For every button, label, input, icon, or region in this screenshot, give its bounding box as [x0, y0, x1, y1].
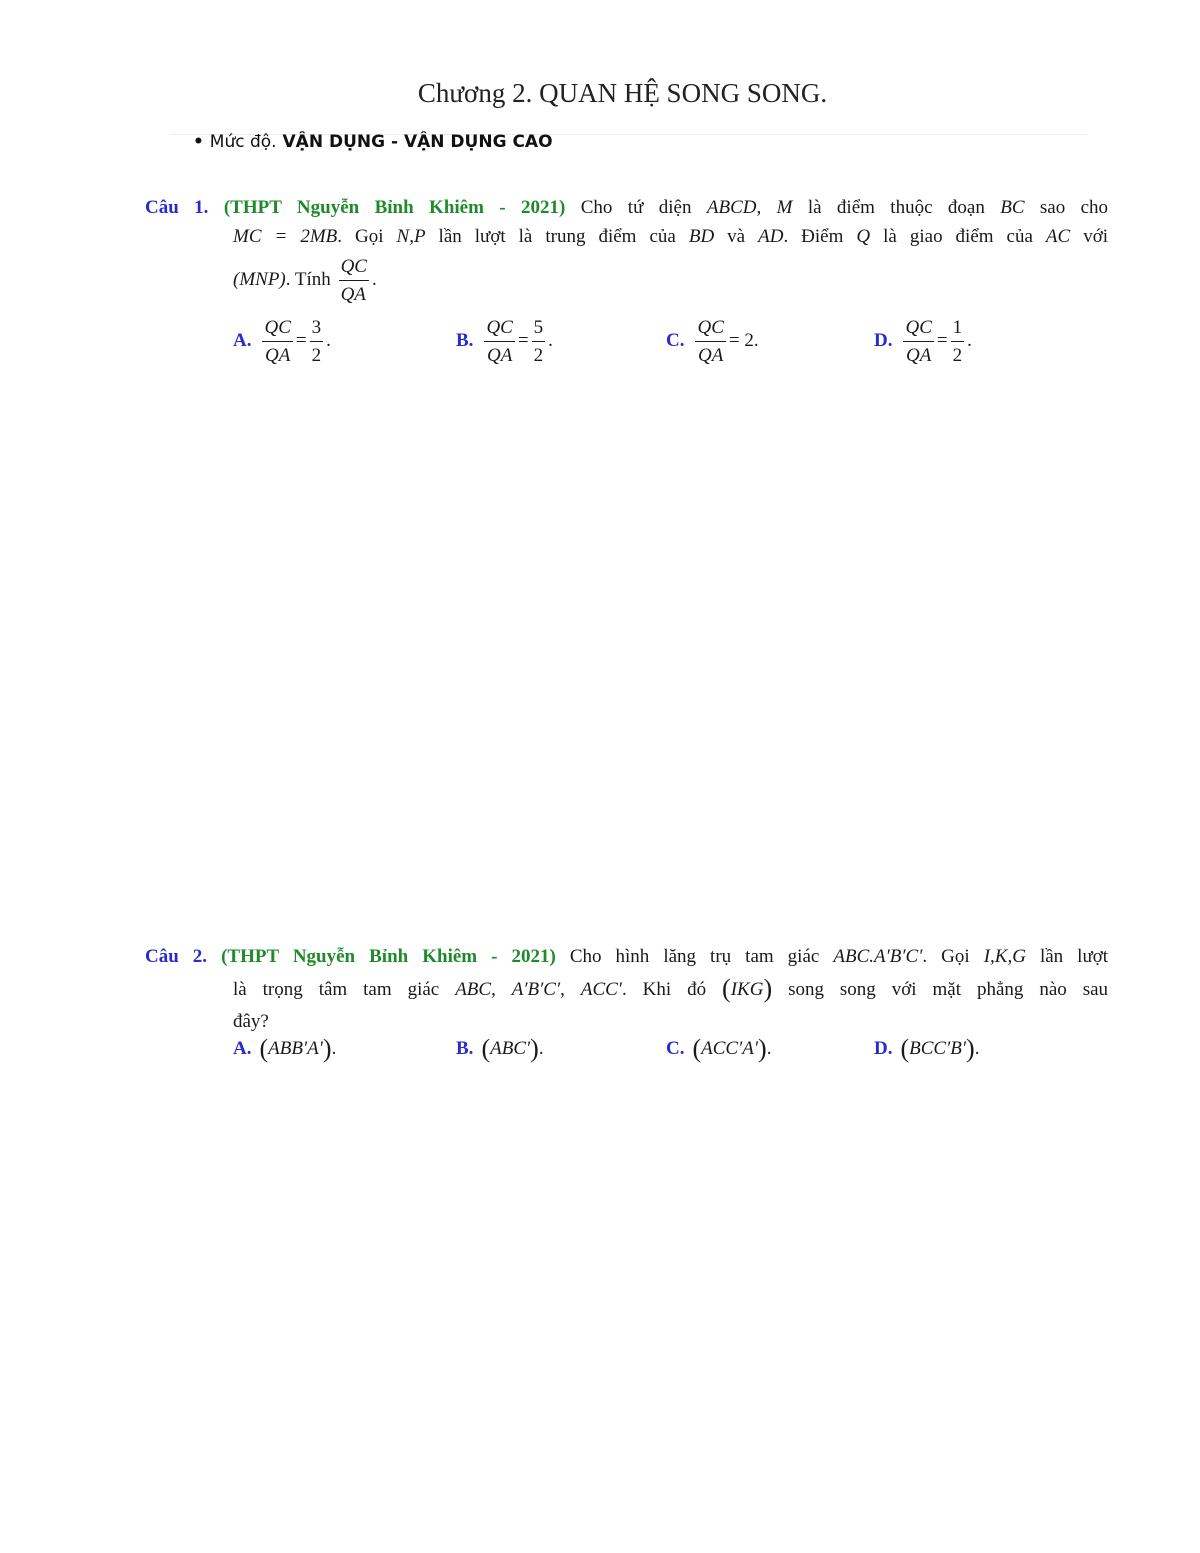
- math-expression: M: [776, 197, 793, 218]
- paren-open: (: [900, 1034, 910, 1063]
- option-end: .: [967, 330, 972, 351]
- question-text: ,: [756, 197, 762, 218]
- option-label: C.: [666, 330, 685, 351]
- question-text: lần lượt là trung điểm của: [438, 226, 676, 247]
- question-text: . Khi đó: [621, 979, 707, 1000]
- fraction: [262, 314, 292, 369]
- option-label: D.: [874, 330, 893, 351]
- fraction-denominator: QA: [906, 344, 932, 366]
- question-2-line-1: [145, 941, 1108, 973]
- math-expression: I,K,G: [983, 946, 1026, 967]
- fraction-numerator: 1: [951, 314, 965, 342]
- question-1-options: [233, 311, 1108, 371]
- fraction-numerator: QC: [903, 314, 933, 342]
- option-end: .: [766, 1038, 772, 1059]
- math-expression: BC: [1000, 197, 1025, 218]
- question-text: . Điểm: [783, 226, 844, 247]
- question-2-options: [233, 1019, 1108, 1079]
- option-label: B.: [456, 1038, 474, 1059]
- math-expression: ACC′: [580, 979, 622, 1000]
- question-text: đây?: [233, 1011, 269, 1032]
- question-text: . Tính: [285, 268, 331, 290]
- question-number: Câu 2.: [145, 946, 208, 967]
- question-text: ,: [560, 979, 565, 1000]
- question-text: .: [371, 268, 377, 290]
- chapter-title: Chương 2. QUAN HỆ SONG SONG.: [417, 78, 828, 108]
- paren-close: ): [322, 1034, 332, 1063]
- option-end: .: [548, 330, 553, 351]
- equals-sign: =: [936, 330, 948, 351]
- paren-open: (: [259, 1034, 269, 1063]
- fraction: [903, 314, 933, 369]
- question-1-line-3: [145, 253, 1108, 308]
- question-text: và: [727, 226, 746, 247]
- question-text: Cho hình lăng trụ tam giác: [569, 946, 820, 967]
- fraction-numerator: 5: [532, 314, 546, 342]
- math-expression: A′B′C′: [511, 979, 561, 1000]
- math-expression: ABC′: [490, 1038, 531, 1059]
- fraction-numerator: QC: [484, 314, 514, 342]
- math-expression: Q: [856, 226, 871, 247]
- fraction-numerator: 3: [310, 314, 324, 342]
- question-1-line-2: [145, 222, 1108, 251]
- option-label: B.: [456, 330, 474, 351]
- paren-close: ): [763, 974, 773, 1003]
- question-text: Cho tứ diện: [580, 197, 692, 218]
- difficulty-level: [193, 132, 553, 152]
- math-expression: AC: [1045, 226, 1071, 247]
- question-2-line-2: [145, 973, 1108, 1006]
- fraction-numerator: QC: [262, 314, 292, 342]
- level-value: VẬN DỤNG - VẬN DỤNG CAO: [282, 132, 553, 152]
- equals-sign: =: [517, 330, 529, 351]
- answer-option-c[interactable]: [666, 1019, 771, 1079]
- answer-option-b[interactable]: [456, 311, 553, 371]
- math-expression: AD: [758, 226, 784, 247]
- question-text: song song với mặt phẳng nào sau: [788, 979, 1109, 1000]
- fraction: [484, 314, 514, 369]
- question-text: lần lượt: [1039, 946, 1109, 967]
- question-text: là trọng tâm tam giác: [233, 979, 440, 1000]
- fraction: [532, 314, 546, 369]
- level-label: Mức độ.: [209, 132, 277, 152]
- option-end: .: [753, 330, 759, 351]
- fraction-denominator: QA: [265, 344, 291, 366]
- question-text: là điểm thuộc đoạn: [807, 197, 985, 218]
- paren-close: ): [966, 1034, 975, 1063]
- math-expression: ABCD: [706, 197, 757, 218]
- question-1-line-1: [145, 193, 1108, 222]
- fraction-denominator: 2: [952, 344, 963, 366]
- fraction-denominator: 2: [533, 344, 544, 366]
- option-label: A.: [233, 1038, 252, 1059]
- answer-option-d[interactable]: [874, 1019, 979, 1079]
- fraction-denominator: QA: [340, 284, 366, 305]
- fraction-denominator: QA: [698, 344, 724, 366]
- option-label: D.: [874, 1038, 893, 1059]
- math-expression: IKG: [730, 979, 764, 1000]
- math-expression: ABB′A′: [268, 1038, 323, 1059]
- math-expression: (MNP): [233, 268, 286, 290]
- option-label: C.: [666, 1038, 685, 1059]
- bullet-icon: •: [193, 132, 204, 152]
- fraction: [310, 314, 324, 369]
- paren-open: (: [481, 1034, 491, 1063]
- option-end: .: [538, 1038, 544, 1059]
- question-source: (THPT Nguyễn Bỉnh Khiêm - 2021): [221, 946, 556, 967]
- equals-sign: =: [295, 330, 307, 351]
- question-text: . Gọi: [337, 226, 384, 247]
- math-expression: ABC.A′B′C′: [833, 946, 923, 967]
- answer-option-b[interactable]: [456, 1019, 544, 1079]
- math-expression: ACC′A′: [701, 1038, 759, 1059]
- math-expression: BD: [688, 226, 715, 247]
- question-1: [145, 193, 1108, 308]
- equals-value: = 2: [728, 330, 754, 351]
- question-text: ,: [491, 979, 496, 1000]
- option-end: .: [331, 1038, 337, 1059]
- answer-option-c[interactable]: [666, 311, 759, 371]
- question-number: Câu 1.: [145, 197, 209, 218]
- math-expression: BCC′B′: [909, 1038, 967, 1059]
- fraction: [339, 253, 369, 308]
- fraction-numerator: QC: [339, 253, 369, 281]
- fraction-denominator: QA: [486, 344, 513, 366]
- question-text: với: [1083, 226, 1109, 247]
- paren-close: ): [530, 1034, 539, 1063]
- option-label: A.: [233, 330, 252, 351]
- question-text: . Gọi: [922, 946, 970, 967]
- answer-option-a[interactable]: [233, 311, 331, 371]
- fraction: [695, 314, 725, 369]
- fraction: [951, 314, 965, 369]
- fraction-denominator: 2: [311, 344, 322, 366]
- answer-option-d[interactable]: [874, 311, 972, 371]
- math-expression: MC = 2MB: [233, 226, 338, 247]
- question-text: sao cho: [1039, 197, 1109, 218]
- fraction-numerator: QC: [695, 314, 725, 342]
- paren-close: ): [758, 1034, 767, 1063]
- question-source: (THPT Nguyễn Bỉnh Khiêm - 2021): [223, 197, 566, 218]
- question-text: là giao điểm của: [883, 226, 1033, 247]
- option-end: .: [326, 330, 331, 351]
- option-end: .: [974, 1038, 980, 1059]
- paren-open: (: [722, 974, 731, 1003]
- answer-option-a[interactable]: [233, 1019, 336, 1079]
- paren-open: (: [692, 1034, 702, 1063]
- math-expression: ABC: [455, 979, 492, 1000]
- math-expression: N,P: [396, 226, 426, 247]
